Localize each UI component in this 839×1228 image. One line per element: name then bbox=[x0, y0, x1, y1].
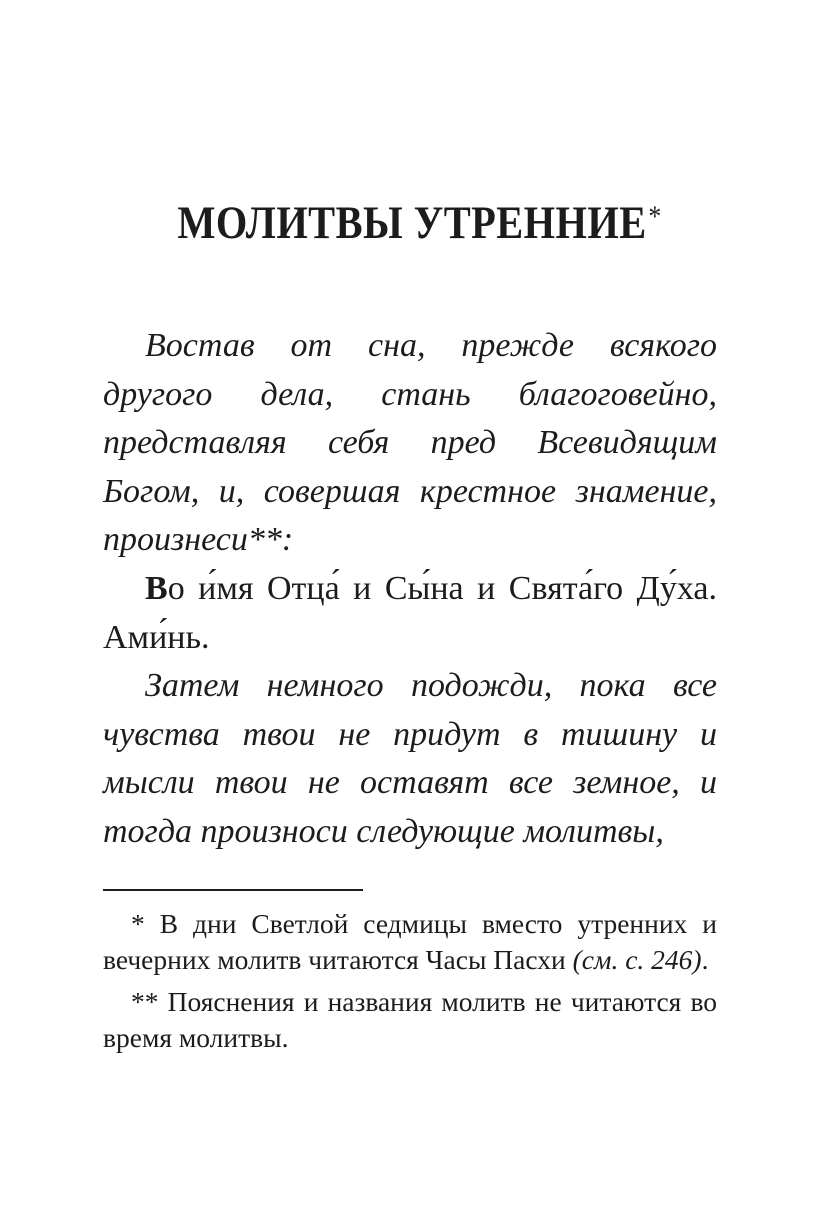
prayer-text: о и́мя Отца́ и Сы́на и Свята́го Ду́ха. Ами́нь. bbox=[103, 569, 717, 656]
footnote-1-end: . bbox=[701, 944, 709, 975]
footnote-divider bbox=[103, 889, 363, 891]
footnotes bbox=[103, 906, 717, 1062]
footnote-1 bbox=[103, 906, 717, 978]
page-title bbox=[59, 193, 781, 253]
footnote-1-page-reference: (см. с. 246) bbox=[572, 944, 702, 975]
title-footnote-mark: * bbox=[648, 200, 662, 233]
instruction-paragraph: Затем немного подожди, пока все чувства твои не придут в тишину и мысли твои не оставят все земное, и тогда произноси следующие молитвы, bbox=[103, 667, 717, 850]
footnote-2-mark: ** bbox=[131, 986, 159, 1017]
title-text: МОЛИТВЫ УТРЕННИЕ bbox=[177, 197, 647, 249]
intro-paragraph: Востав от сна, прежде всякого другого дела, стань благоговейно, представляя себя пред Всевидящим Богом, и, совершая крестное знамение, произнеси**: bbox=[103, 327, 717, 559]
footnote-2-text: Пояснения и названия молитв не читаются во время молитвы. bbox=[103, 986, 717, 1053]
body-text bbox=[103, 322, 717, 857]
prayer-initial-letter: В bbox=[145, 569, 168, 607]
footnote-1-text: В дни Светлой седмицы вместо утренних и вечерних молитв читаются Часы Пасхи bbox=[103, 908, 717, 975]
footnote-2 bbox=[103, 984, 717, 1056]
footnote-1-mark: * bbox=[131, 908, 145, 939]
prayer-paragraph bbox=[103, 565, 717, 662]
